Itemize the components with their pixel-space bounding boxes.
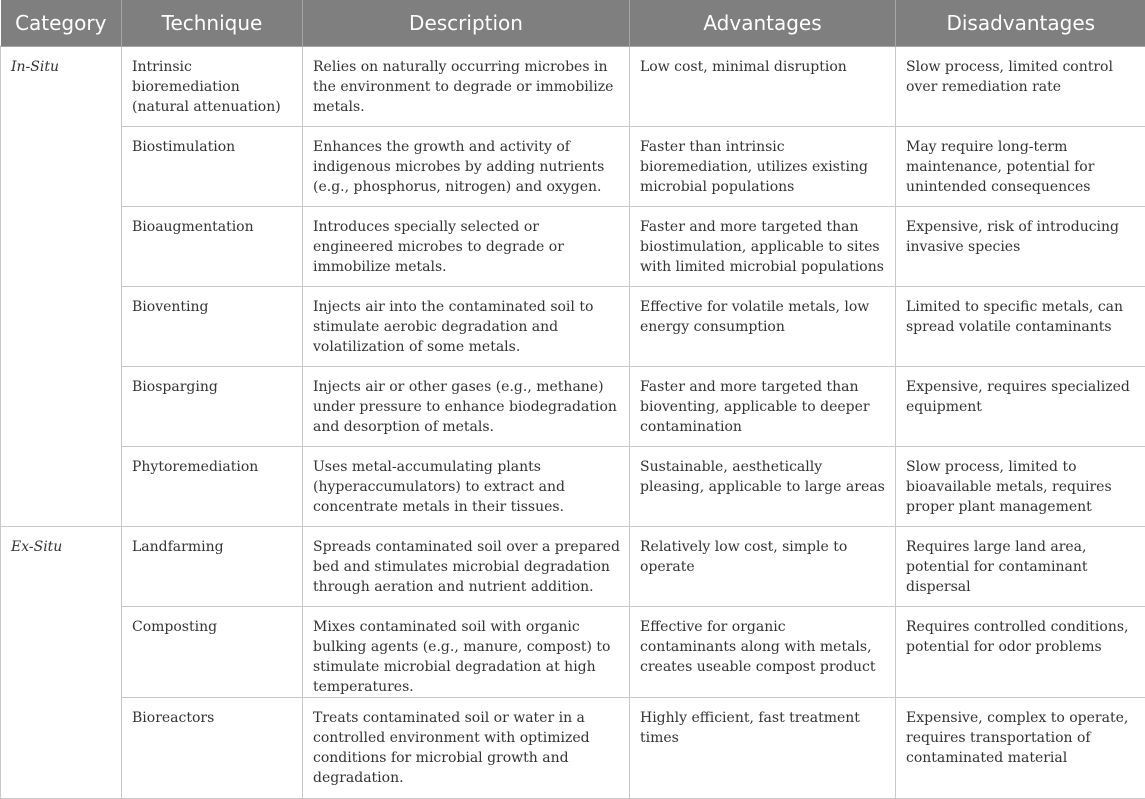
disadvantages-cell: Expensive, complex to operate, requires transportation of contaminated material (896, 697, 1145, 798)
disadvantages-cell: Limited to specific metals, can spread volatile contaminants (896, 286, 1145, 366)
advantages-cell: Highly efficient, fast treatment times (630, 697, 896, 798)
advantages-cell: Low cost, minimal disruption (630, 46, 896, 126)
table-row (1, 206, 1145, 286)
description-cell: Injects air into the contaminated soil to stimulate aerobic degradation and volatilization of some metals. (303, 286, 630, 366)
technique-cell: Bioaugmentation (122, 206, 303, 286)
header-technique: Technique (122, 0, 303, 46)
description-cell: Injects air or other gases (e.g., methane) under pressure to enhance biodegradation and desorption of metals. (303, 366, 630, 446)
technique-cell: Landfarming (122, 526, 303, 606)
table-row (1, 446, 1145, 526)
description-cell: Enhances the growth and activity of indigenous microbes by adding nutrients (e.g., phosphorus, nitrogen) and oxygen. (303, 126, 630, 206)
advantages-cell: Faster than intrinsic bioremediation, utilizes existing microbial populations (630, 126, 896, 206)
advantages-cell: Effective for volatile metals, low energy consumption (630, 286, 896, 366)
disadvantages-cell: May require long-term maintenance, potential for unintended consequences (896, 126, 1145, 206)
table-header (1, 0, 1145, 46)
header-category: Category (1, 0, 122, 46)
header-row (1, 0, 1145, 46)
advantages-cell: Faster and more targeted than bioventing, applicable to deeper contamination (630, 366, 896, 446)
advantages-cell: Faster and more targeted than biostimulation, applicable to sites with limited microbial populations (630, 206, 896, 286)
technique-cell: Bioreactors (122, 697, 303, 798)
description-cell: Spreads contaminated soil over a prepared bed and stimulates microbial degradation through aeration and nutrient addition. (303, 526, 630, 606)
disadvantages-cell: Requires controlled conditions, potential for odor problems (896, 606, 1145, 697)
table-body (1, 46, 1145, 798)
description-cell: Treats contaminated soil or water in a controlled environment with optimized conditions for microbial growth and degradation. (303, 697, 630, 798)
technique-cell: Biosparging (122, 366, 303, 446)
advantages-cell: Sustainable, aesthetically pleasing, applicable to large areas (630, 446, 896, 526)
advantages-cell: Effective for organic contaminants along with metals, creates useable compost product (630, 606, 896, 697)
disadvantages-cell: Expensive, requires specialized equipment (896, 366, 1145, 446)
table-row (1, 126, 1145, 206)
category-ex-situ: Ex-Situ (1, 526, 122, 798)
header-description: Description (303, 0, 630, 46)
disadvantages-cell: Slow process, limited control over remediation rate (896, 46, 1145, 126)
table-row (1, 526, 1145, 606)
technique-cell: Biostimulation (122, 126, 303, 206)
description-cell: Uses metal-accumulating plants (hyperaccumulators) to extract and concentrate metals in their tissues. (303, 446, 630, 526)
technique-cell: Composting (122, 606, 303, 697)
description-cell: Mixes contaminated soil with organic bulking agents (e.g., manure, compost) to stimulate microbial degradation at high temperatures. (303, 606, 630, 697)
category-in-situ: In-Situ (1, 46, 122, 526)
technique-cell: Bioventing (122, 286, 303, 366)
table-row (1, 697, 1145, 798)
description-cell: Relies on naturally occurring microbes in the environment to degrade or immobilize metals. (303, 46, 630, 126)
header-advantages: Advantages (630, 0, 896, 46)
table-row (1, 286, 1145, 366)
disadvantages-cell: Slow process, limited to bioavailable metals, requires proper plant management (896, 446, 1145, 526)
table-row (1, 46, 1145, 126)
advantages-cell: Relatively low cost, simple to operate (630, 526, 896, 606)
technique-cell: Phytoremediation (122, 446, 303, 526)
description-cell: Introduces specially selected or engineered microbes to degrade or immobilize metals. (303, 206, 630, 286)
technique-cell: Intrinsic bioremediation (natural attenuation) (122, 46, 303, 126)
disadvantages-cell: Requires large land area, potential for contaminant dispersal (896, 526, 1145, 606)
header-disadvantages: Disadvantages (896, 0, 1145, 46)
table-row (1, 606, 1145, 697)
disadvantages-cell: Expensive, risk of introducing invasive species (896, 206, 1145, 286)
table-row (1, 366, 1145, 446)
